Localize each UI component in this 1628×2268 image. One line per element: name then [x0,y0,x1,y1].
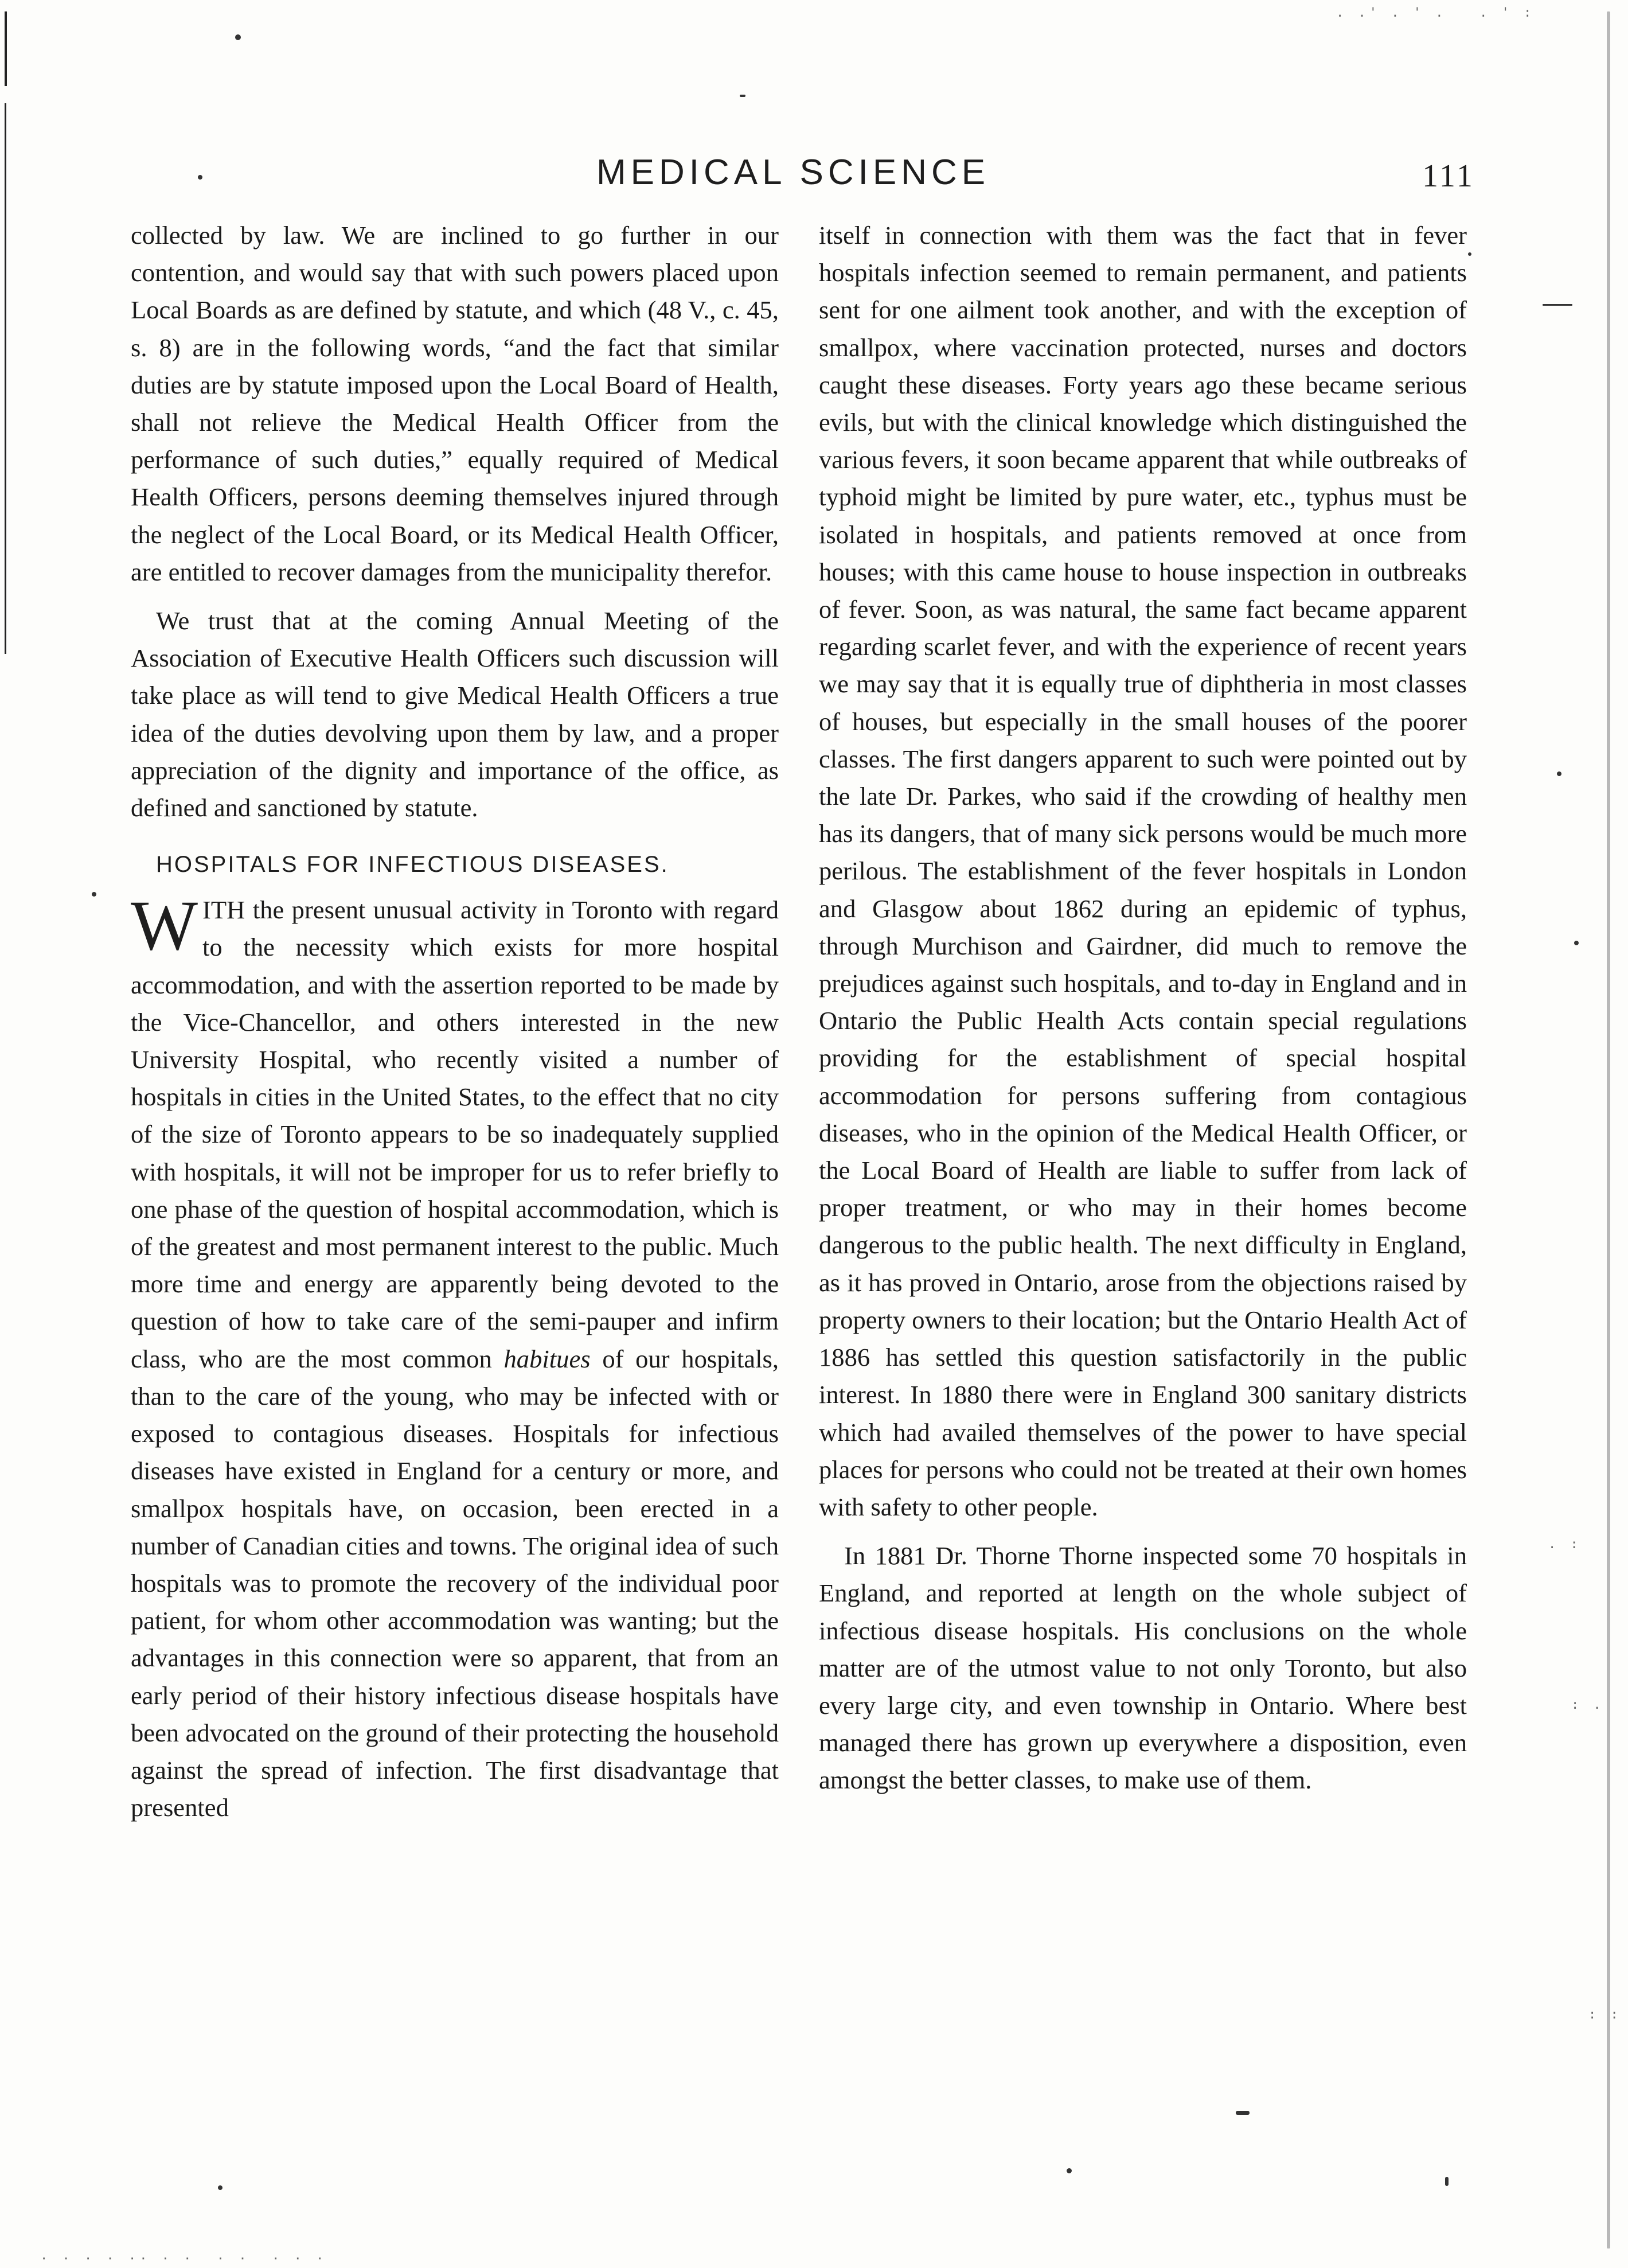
scan-speck [1543,304,1572,306]
left-column [131,217,779,1826]
scan-speck [1607,11,1610,2248]
binding-edge-mark [5,103,6,654]
scan-speck [1067,2168,1072,2173]
scan-speck [235,34,241,40]
scan-noise: : . [1571,1698,1604,1712]
scan-noise: . : [1548,1537,1582,1552]
page-number: 111 [1422,158,1475,194]
paragraph-3-body: ITH the present unusual activity in Toronto with regard to the necessity which exists for more hospital accommodation, and with the assertion reported to be made by the Vice-Chancellor, and others interested in the new University Hospital, who recently visited a number of hospitals in cities in the United States, to the effect that no city of the size of Toronto appears to be so inadequately supplied with hospitals, it will not be improper for us to refer briefly to one phase of the question of hospital accommodation, which is of the greatest and most permanent interest to the public. Much more time and energy are apparently being devoted to the question of how to take care of the semi-pauper and infirm class, who are the most common [131,895,779,1373]
scan-speck [1468,252,1471,256]
scan-speck [1557,771,1561,776]
binding-edge-mark [5,11,7,86]
scan-noise: . .' . ' . . ' : [1336,6,1535,20]
italic-term: habitues [503,1344,591,1373]
scan-speck [1445,2177,1449,2186]
scan-speck [218,2185,222,2190]
right-column [819,217,1467,1799]
right-paragraph-1: itself in connection with them was the fact that in fever hospitals infection seemed to remain permanent, and patients sent for one ailment took another, and with the exception of smallpox, where vaccination protected, nurses and doctors caught these diseases. Forty years ago these became serious evils, but with the clinical knowledge which distinguished the various fevers, it soon became apparent that while outbreaks of typhoid might be limited by pure water, etc., typhus must be isolated in hospitals, and patients removed at once from houses; with this came house to house inspection in outbreaks of fever. Soon, as was natural, the same fact became apparent regarding scarlet fever, and with the experience of recent years we may say that it is equally true of diphtheria in most classes of houses, but especially in the small houses of the poorer classes. The first dangers apparent to such were pointed out by the late Dr. Parkes, who said if the crowding of healthy men has its dangers, that of many sick persons would be much more perilous. The establishment of the fever hospitals in London and Glasgow about 1862 during an epidemic of typhus, through Murchison and Gairdner, did much to remove the prejudices against such hospitals, and to-day in England and in Ontario the Public Health Acts contain special regulations providing for the establishment of special hospital accommodation for persons suffering from contagious diseases, who in the opinion of the Medical Health Officer, or the Local Board of Health are liable to suffer from lack of proper treatment, or who may in their homes become dangerous to the public health. The next difficulty in England, as it has proved in Ontario, arose from the objections raised by property owners to their location; but the Ontario Health Act of 1886 has settled this question satisfactorily in the public interest. In 1880 there were in England 300 sanitary districts which had availed themselves of the power to have special places for persons who could not be treated at their own homes with safety to other people. [819,221,1467,1521]
left-paragraph-3 [131,886,779,1826]
scan-speck [740,95,745,97]
drop-cap: W [131,886,198,965]
section-heading: HOSPITALS FOR INFECTIOUS DISEASES. [156,852,669,878]
scan-noise: : : [1588,2008,1622,2022]
scan-speck [1236,2111,1250,2115]
running-title: MEDICAL SCIENCE [596,153,990,192]
scan-speck [1574,941,1579,945]
left-paragraph-1: collected by law. We are inclined to go further in our contention, and would say that with such powers placed upon Local Boards as are defined by statute, and which (48 V., c. 45, s. 8) are in the following words, “and the fact that similar duties are by statute imposed upon the Local Board of Health, shall not relieve the Medical Health Officer from the performance of such duties,” equally required of Medical Health Officers, persons deeming themselves injured through the neglect of the Local Board, or its Medical Health Officer, are entitled to recover damages from the municipality therefor. [131,221,779,586]
scan-speck [92,892,96,897]
scan-noise: . . . . .. . . . . . . . [40,2248,327,2263]
scan-speck [198,175,202,180]
left-paragraph-2: We trust that at the coming Annual Meeting of the Association of Executive Health Officers such discussion will take place as will tend to give Medical Health Officers a true idea of the duties devolving upon them by law, and a proper appreciation of the dignity and importance of the office, as defined and sanctioned by statute. [131,606,779,823]
paragraph-3-end: of our hospitals, than to the care of the young, who may be infected with or exposed to contagious diseases. Hospitals for infectious diseases have existed in England for a century or more, and smallpox hospitals have, on occasion, been erected in a number of Canadian cities and towns. The original idea of such hospitals was to promote the recovery of the individual poor patient, for whom other accommodation was wanting; but the advantages in this connection were so apparent, that from an early period of their history infectious disease hospitals have been advocated on the ground of their protecting the household against the spread of infection. The first disadvantage that presented [131,1344,779,1822]
right-paragraph-2: In 1881 Dr. Thorne Thorne inspected some 70 hospitals in England, and reported at length on the whole subject of infectious disease hospitals. His conclusions on the whole matter are of the utmost value to not only Toronto, but also every large city, and even township in Ontario. Where best managed there has grown up everywhere a disposition, even amongst the better classes, to make use of them. [819,1541,1467,1795]
